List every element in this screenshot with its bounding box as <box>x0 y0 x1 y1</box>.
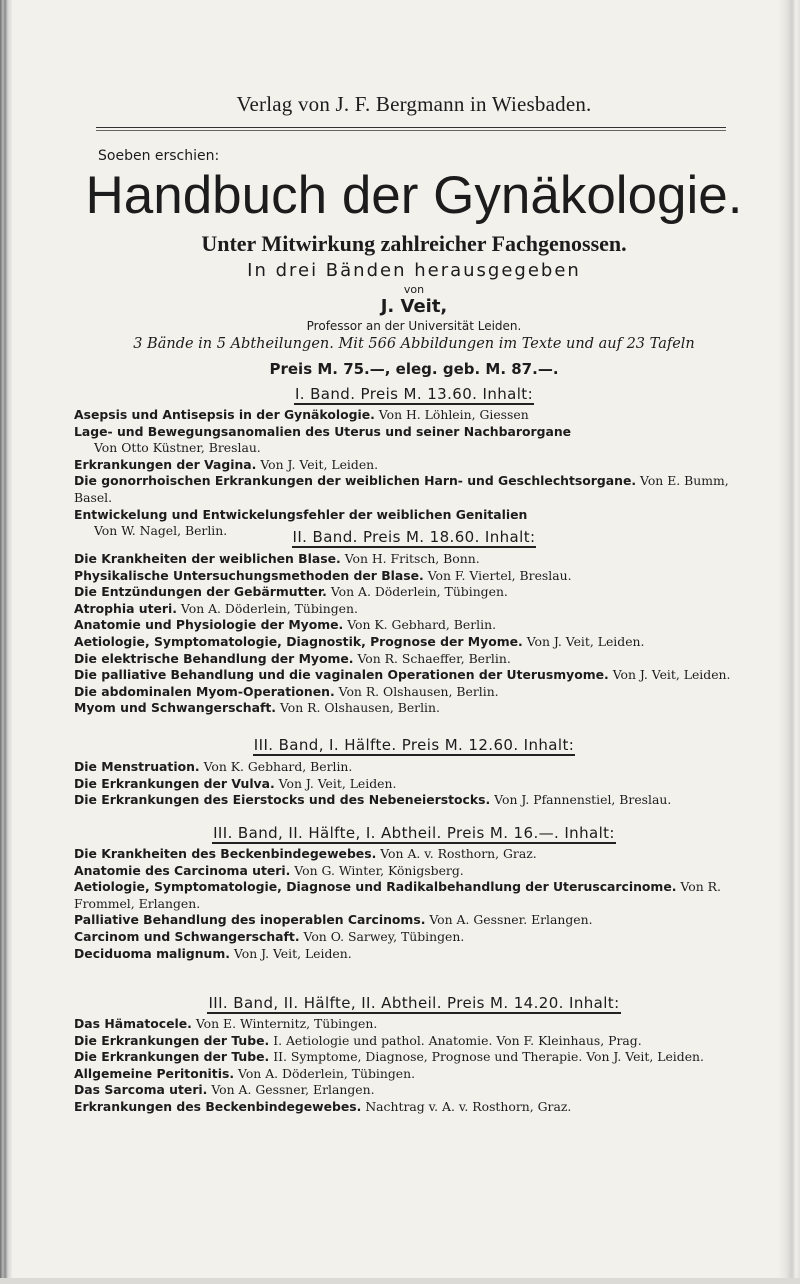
entry-title: Die Entzündungen der Gebärmutter. <box>74 584 327 600</box>
entry-author: Von J. Veit, Leiden. <box>260 456 379 472</box>
band-heading <box>74 736 754 756</box>
entry <box>74 457 754 474</box>
band-heading-text: III. Band, I. Hälfte. Preis M. 12.60. Inhalt: <box>253 736 575 754</box>
entry <box>74 879 754 912</box>
band-heading <box>74 994 754 1014</box>
entry-author: Von H. Fritsch, Bonn. <box>344 551 480 566</box>
page-edge-right <box>778 0 800 1284</box>
entry-author: Von A. Döderlein, Tübingen. <box>330 584 508 600</box>
entry-author: Von F. Viertel, Breslau. <box>427 567 572 583</box>
entry-title: Physikalische Untersuchungsmethoden der Blase. <box>74 567 424 583</box>
header-rule <box>96 127 726 128</box>
entry-author: Von Otto Küstner, Breslau. <box>94 440 261 456</box>
entry-title: Erkrankungen des Beckenbindegewebes. <box>74 1098 362 1114</box>
editors-line: In drei Bänden herausgegeben <box>247 260 581 281</box>
entry-author: Von R. Frommel, Erlangen. <box>74 879 721 911</box>
entry-title: Die Menstruation. <box>74 759 200 774</box>
entry-title: Atrophia uteri. <box>74 600 177 616</box>
band-heading <box>74 385 754 405</box>
entry <box>74 407 754 424</box>
entry-title: Erkrankungen der Vagina. <box>74 456 257 472</box>
entry-title: Die gonorrhoischen Erkrankungen der weiblichen Harn- und Geschlechtsorgane. <box>74 473 637 489</box>
entry <box>74 601 754 618</box>
entry <box>74 776 754 793</box>
entry <box>74 912 754 929</box>
entry-author: Von J. Veit, Leiden. <box>612 667 731 683</box>
entry-title: Die Erkrankungen der Tube. <box>74 1049 270 1065</box>
entry-title: Die Erkrankungen der Vulva. <box>74 775 275 791</box>
entry-author: Von J. Pfannenstiel, Breslau. <box>494 792 672 808</box>
band-entries <box>74 407 754 540</box>
entry-author: Von R. Olshausen, Berlin. <box>279 700 440 716</box>
entry <box>74 946 754 963</box>
entry-author: Von G. Winter, Königsberg. <box>294 862 464 878</box>
entry-title: Anatomie und Physiologie der Myome. <box>74 617 344 633</box>
band-heading-text: III. Band, II. Hälfte, II. Abtheil. Preis M. 14.20. Inhalt: <box>208 994 620 1012</box>
announcement: Soeben erschien: <box>98 148 220 164</box>
entry <box>74 473 754 506</box>
band-heading-text: III. Band, II. Hälfte, I. Abtheil. Preis M. 16.—. Inhalt: <box>213 824 615 842</box>
entry <box>74 846 754 863</box>
publisher-line: Verlag von J. F. Bergmann in Wiesbaden. <box>236 92 592 116</box>
band-heading <box>74 528 754 548</box>
entry <box>74 929 754 946</box>
header-rule-double <box>96 130 726 131</box>
entry-author: Von E. Bumm, Basel. <box>74 473 729 505</box>
entry-author: Von A. v. Rosthorn, Graz. <box>380 846 537 861</box>
entry-title: Anatomie des Carcinoma uteri. <box>74 862 291 878</box>
entry <box>74 617 754 634</box>
entry <box>74 1082 754 1099</box>
entry-title: Das Sarcoma uteri. <box>74 1082 208 1098</box>
entry-author: Von J. Veit, Leiden. <box>233 945 352 961</box>
entry-title: Asepsis und Antisepsis in der Gynäkologie. <box>74 407 375 422</box>
entry-title: Die Erkrankungen des Eierstocks und des Nebeneierstocks. <box>74 792 491 808</box>
entry-author: Von A. Döderlein, Tübingen. <box>180 600 358 616</box>
band-entries <box>74 759 754 809</box>
entry-title: Entwickelung und Entwickelungsfehler der weiblichen Genitalien <box>74 506 528 522</box>
entry-author: Von A. Gessner, Erlangen. <box>211 1082 375 1098</box>
entry-title: Palliative Behandlung des inoperablen Carcinoms. <box>74 912 426 928</box>
entry-title: Die Erkrankungen der Tube. <box>74 1032 270 1048</box>
author-position: Professor an der Universität Leiden. <box>306 319 522 333</box>
book-price: Preis M. 75.—, eleg. geb. M. 87.—. <box>269 360 559 378</box>
entry <box>74 424 754 457</box>
entry-author: Von O. Sarwey, Tübingen. <box>303 928 465 944</box>
entry-title: Die Krankheiten des Beckenbindegewebes. <box>74 846 377 861</box>
entry-title: Aetiologie, Symptomatologie, Diagnose und Radikalbehandlung der Uteruscarcinome. <box>74 879 677 895</box>
entry-author: Nachtrag v. A. v. Rosthorn, Graz. <box>365 1098 572 1114</box>
entry <box>74 759 754 776</box>
band-heading <box>74 824 754 844</box>
entry <box>74 584 754 601</box>
entry <box>74 1066 754 1083</box>
entry <box>74 684 754 701</box>
band-heading-text: I. Band. Preis M. 13.60. Inhalt: <box>294 385 534 403</box>
book-subtitle: Unter Mitwirkung zahlreicher Fachgenossen. <box>201 231 627 256</box>
page-edge-left <box>0 0 12 1284</box>
entry-title: Myom und Schwangerschaft. <box>74 700 276 716</box>
entry-title: Aetiologie, Symptomatologie, Diagnostik, Prognose der Myome. <box>74 633 523 649</box>
entry-title: Die Krankheiten der weiblichen Blase. <box>74 551 341 566</box>
entry-author: Von J. Veit, Leiden. <box>278 775 397 791</box>
band-heading-text: II. Band. Preis M. 18.60. Inhalt: <box>292 528 536 546</box>
entry-title: Die palliative Behandlung und die vaginalen Operationen der Uterusmyome. <box>74 667 609 683</box>
entry <box>74 1033 754 1050</box>
entry <box>74 1099 754 1116</box>
author-name: J. Veit, <box>380 296 448 317</box>
entry-title: Allgemeine Peritonitis. <box>74 1065 235 1081</box>
edition-scope: 3 Bände in 5 Abtheilungen. Mit 566 Abbildungen im Texte und auf 23 Tafeln <box>133 336 695 352</box>
entry-title: Die elektrische Behandlung der Myome. <box>74 650 354 666</box>
entry-title: Carcinom und Schwangerschaft. <box>74 928 300 944</box>
entry <box>74 568 754 585</box>
entry-title: Lage- und Bewegungsanomalien des Uterus und seiner Nachbarorgane <box>74 423 572 439</box>
entry-author: Von K. Gebhard, Berlin. <box>203 759 353 774</box>
band-entries <box>74 551 754 717</box>
entry <box>74 634 754 651</box>
band-entries <box>74 1016 754 1116</box>
entry <box>74 792 754 809</box>
entry-author: I. Aetiologie und pathol. Anatomie. Von F. Kleinhaus, Prag. <box>273 1032 642 1048</box>
entry-author: II. Symptome, Diagnose, Prognose und Therapie. Von J. Veit, Leiden. <box>273 1049 704 1065</box>
entry <box>74 1049 754 1066</box>
entry-author: Von R. Schaeffer, Berlin. <box>357 650 511 666</box>
entry-author: Von A. Döderlein, Tübingen. <box>238 1065 416 1081</box>
entry-author: Von A. Gessner. Erlangen. <box>429 912 593 928</box>
entry <box>74 1016 754 1033</box>
von-label: von <box>403 283 425 296</box>
entry-author: Von K. Gebhard, Berlin. <box>347 617 497 633</box>
entry-title: Das Hämatocele. <box>74 1016 192 1031</box>
book-title: Handbuch der Gynäkologie. <box>85 166 743 225</box>
entry-author: Von W. Nagel, Berlin. <box>94 523 228 539</box>
band-entries <box>74 846 754 962</box>
entry <box>74 700 754 717</box>
page-edge-bottom <box>0 1278 800 1284</box>
entry <box>74 651 754 668</box>
entry <box>74 551 754 568</box>
entry-author: Von E. Winternitz, Tübingen. <box>195 1016 378 1031</box>
entry <box>74 863 754 880</box>
entry <box>74 667 754 684</box>
entry-author: Von H. Löhlein, Giessen <box>378 407 529 422</box>
entry-title: Deciduoma malignum. <box>74 945 230 961</box>
entry-author: Von J. Veit, Leiden. <box>526 633 645 649</box>
entry-author: Von R. Olshausen, Berlin. <box>338 683 499 699</box>
entry-title: Die abdominalen Myom-Operationen. <box>74 683 335 699</box>
